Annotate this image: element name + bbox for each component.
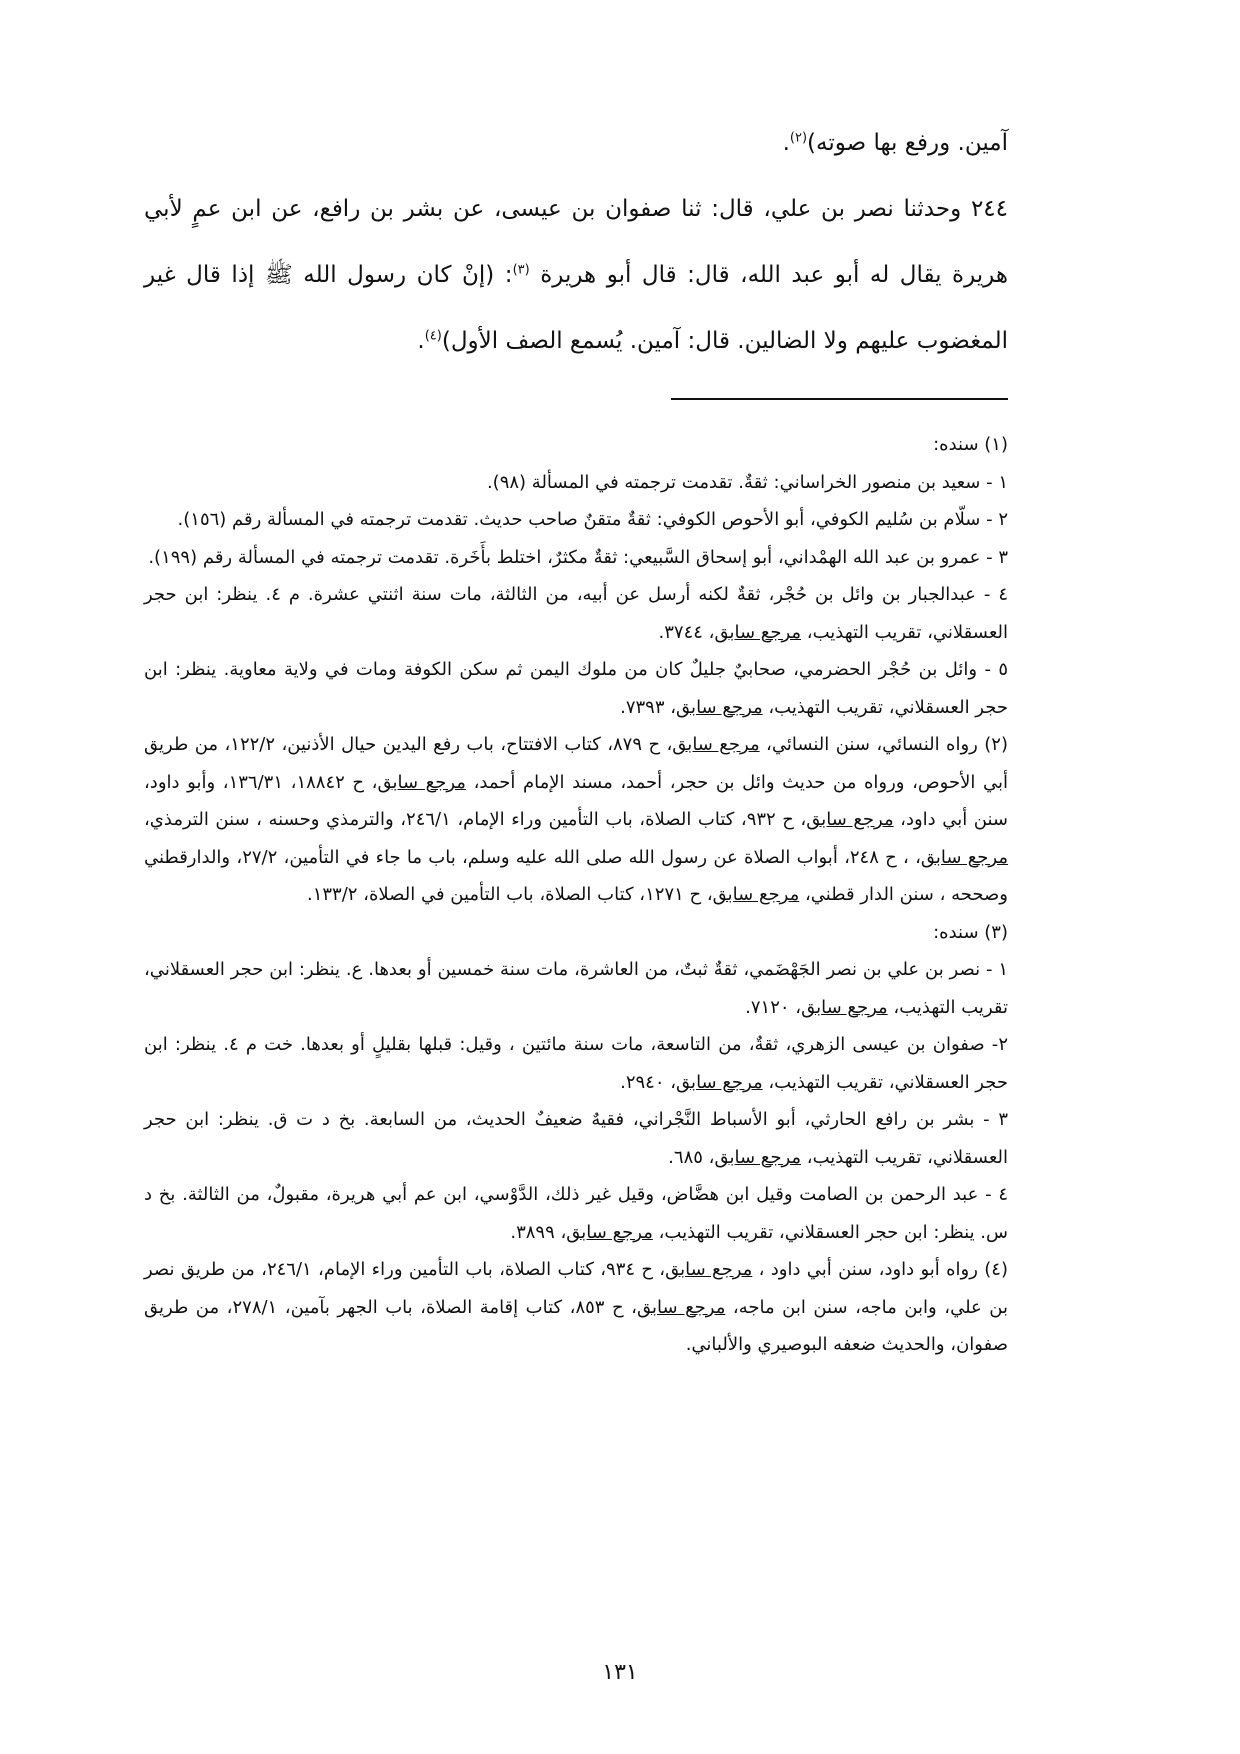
footnote-3-item-2: ٢- صفوان بن عيسى الزهري، ثقةٌ، من التاسعة، مات سنة مائتين ، وقيل: قبلها بقليلٍ أو بعدها. خت م ٤. ينظر: ابن حجر العسقلاني، تقريب التهذيب، مرجع سابق، ٢٩٤٠. bbox=[144, 1034, 1008, 1093]
main-paragraph-1: آمين. ورفع بها صوته)$^{(٢)}$. bbox=[782, 130, 1008, 156]
footnote-separator bbox=[671, 398, 1008, 400]
footnote-1-item-4: ٤ - عبدالجبار بن وائل بن حُجْر، ثقةٌ لكنه أرسل عن أبيه، من الثالثة، مات سنة اثنتي عشرة. م ٤. ينظر: ابن حجر العسقلاني، تقريب التهذيب، مرجع سابق، ٣٧٤٤. bbox=[144, 584, 1009, 643]
reference-link: مرجع سابق bbox=[676, 1071, 763, 1093]
reference-link: مرجع سابق bbox=[665, 1259, 753, 1280]
footnote-1-item-5: ٥ - وائل بن حُجْر الحضرمي، صحابيٌ جليلٌ كان من ملوك اليمن ثم سكن الكوفة ومات في ولاية معاوية. ينظر: ابن حجر العسقلاني، تقريب التهذيب، مرجع سابق، ٧٣٩٣. bbox=[144, 659, 1008, 718]
footnote-ref-4: (٤) bbox=[424, 328, 442, 344]
reference-link: مرجع سابق bbox=[712, 884, 800, 905]
footnote-2: (٢) رواه النسائي، سنن النسائي، مرجع سابق، ح ٨٧٩، كتاب الافتتاح، باب رفع اليدين حيال الأذنين، ١٢٢/٢، من طريق أبي الأحوص، ورواه من حديث وائل بن حجر، أحمد، مسند الإمام أحمد، مرجع سابق، ح ١٨٨٤٢، ١٣٦/٣١، وأبو داود، سنن أبي داود، مرجع سابق، ح ٩٣٢، كتاب الصلاة، باب التأمين وراء الإمام، ٢٤٦/١، والترمذي وحسنه ، سنن الترمذي، مرجع سابق، ، ح ٢٤٨، أبواب الصلاة عن رسول الله صلى الله عليه وسلم، باب ما جاء في التأمين، ٢٧/٢، والدارقطني وصححه ، سنن الدار قطني، مرجع سابق، ح ١٢٧١، كتاب الصلاة، باب التأمين في الصلاة، ١٣٣/٢. bbox=[144, 734, 1009, 905]
reference-link: مرجع سابق bbox=[636, 1296, 726, 1318]
footnotes bbox=[144, 426, 1008, 1364]
footnote-1-item-2: ٢ - سلّام بن سُليم الكوفي، أبو الأحوص الكوفي: ثقةٌ متقنٌ صاحب حديث. تقدمت ترجمته في المسألة رقم (١٥٦). bbox=[177, 509, 1008, 530]
reference-link: مرجع سابق bbox=[714, 1146, 802, 1168]
reference-link: مرجع سابق bbox=[801, 996, 888, 1018]
page-body bbox=[144, 110, 1008, 1364]
page-number: ١٣١ bbox=[602, 1660, 638, 1685]
reference-link: مرجع سابق bbox=[676, 696, 763, 718]
footnote-ref-3: (٣) bbox=[512, 262, 530, 278]
footnote-3-item-1: ١ - نصر بن علي بن نصر الجَهْضَمي، ثقةٌ ثبتٌ، من العاشرة، مات سنة خمسين أو بعدها. ع. ينظر: ابن حجر العسقلاني، تقريب التهذيب، مرجع سابق، ٧١٢٠. bbox=[144, 959, 1008, 1018]
reference-link: مرجع سابق bbox=[920, 846, 1009, 868]
footnote-ref-2: (٢) bbox=[789, 130, 808, 146]
footnote-3-heading: (٣) سنده: bbox=[933, 921, 1008, 943]
footnote-1-item-3: ٣ - عمرو بن عبد الله الهمْداني، أبو إسحاق السَّبيعي: ثقةٌ مكثرٌ، اختلط بأَخَرة. تقدمت ترجمته في المسألة رقم (١٩٩). bbox=[148, 546, 1008, 568]
footnote-1-item-1: ١ - سعيد بن منصور الخراساني: ثقةٌ. تقدمت ترجمته في المسألة (٩٨). bbox=[486, 471, 1008, 493]
footnote-3-item-4: ٤ - عبد الرحمن بن الصامت وقيل ابن هضَّاض، وقيل غير ذلك، الدَّوْسي، ابن عم أبي هريرة، مقبولٌ، من الثالثة. بخ د س. ينظر: ابن حجر العسقلاني، تقريب التهذيب، مرجع سابق، ٣٨٩٩. bbox=[144, 1184, 1008, 1243]
main-paragraph-2: ٢٤٤ وحدثنا نصر بن علي، قال: ثنا صفوان بن عيسى، عن بشر بن رافع، عن ابن عمٍ لأبي هريرة يقال له أبو عبد الله، قال: قال أبو هريرة $^{(٣)}$: (إنْ كان رسول الله ﷺ إذا قال غير المغضوب عليهم ولا الضالين. قال: آمين. يُسمع الصف الأول)$^{(٤)}$. bbox=[144, 196, 1008, 354]
reference-link: مرجع سابق bbox=[377, 771, 466, 793]
main-text bbox=[144, 110, 1008, 374]
reference-link: مرجع سابق bbox=[672, 734, 760, 755]
reference-link: مرجع سابق bbox=[806, 809, 894, 830]
footnote-3-item-3: ٣ - بشر بن رافع الحارثي، أبو الأسباط النَّجْراني، فقيهٌ ضعيفٌ الحديث، من السابعة. بخ د ت ق. ينظر: ابن حجر العسقلاني، تقريب التهذيب، مرجع سابق، ٦٨٥. bbox=[144, 1109, 1008, 1168]
reference-link: مرجع سابق bbox=[714, 621, 802, 643]
footnote-4: (٤) رواه أبو داود، سنن أبي داود ، مرجع سابق، ح ٩٣٤، كتاب الصلاة، باب التأمين وراء الإمام، ٢٤٦/١، من طريق نصر بن علي، وابن ماجه، سنن ابن ماجه، مرجع سابق، ح ٨٥٣، كتاب إقامة الصلاة، باب الجهر بآمين، ٢٧٨/١، من طريق صفوان، والحديث ضعفه البوصيري والألباني. bbox=[144, 1259, 1009, 1355]
footnote-1-heading: (١) سنده: bbox=[933, 434, 1008, 455]
reference-link: مرجع سابق bbox=[566, 1221, 653, 1243]
